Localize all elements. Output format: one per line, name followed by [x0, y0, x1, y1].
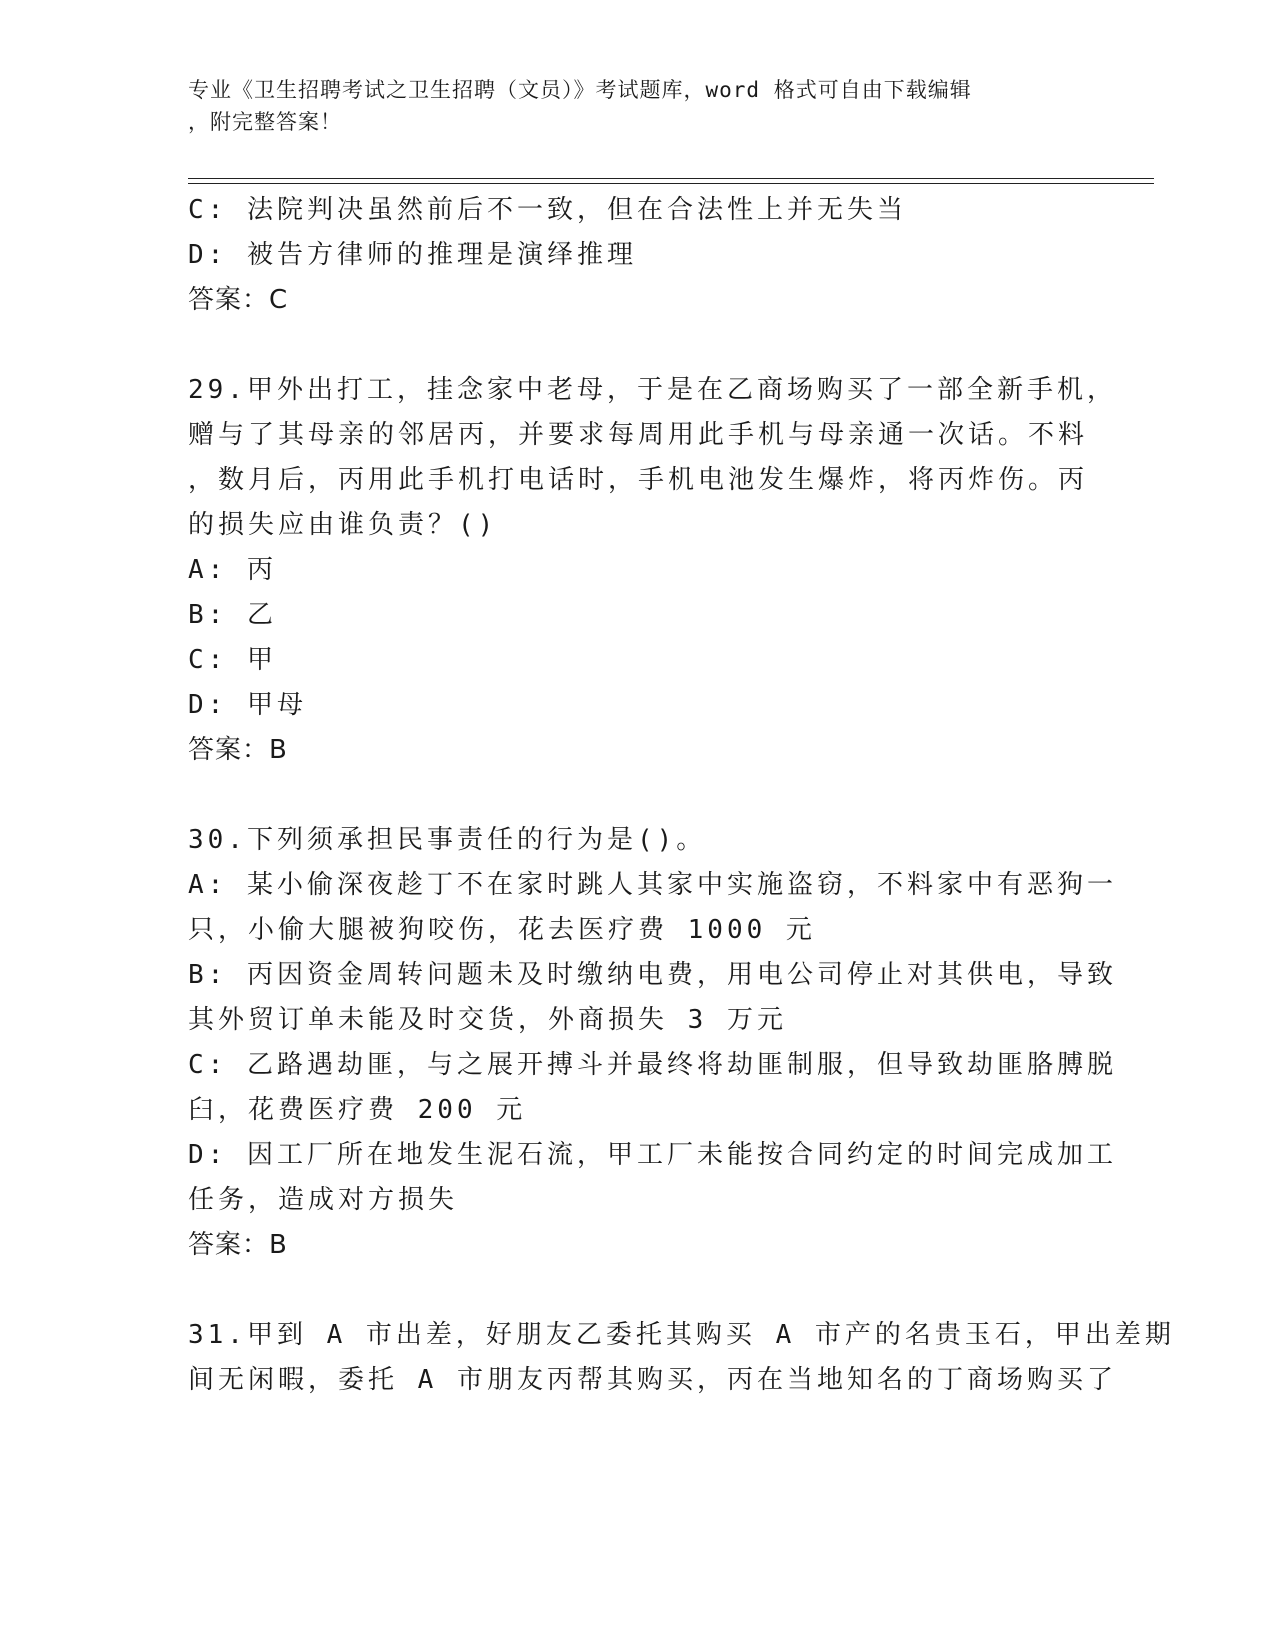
- spacer: [188, 1268, 1068, 1313]
- option-b: B: 丙因资金周转问题未及时缴纳电费，用电公司停止对其供电，导致: [188, 960, 1117, 990]
- question-28-tail: [188, 188, 1068, 323]
- spacer: [188, 323, 1068, 368]
- option-b: B: 乙: [188, 600, 277, 630]
- option-c: C: 乙路遇劫匪，与之展开搏斗并最终将劫匪制服，但导致劫匪胳膊脱: [188, 1050, 1117, 1080]
- question-text-line: ，数月后，丙用此手机打电话时，手机电池发生爆炸，将丙炸伤。丙: [188, 465, 1089, 495]
- question-29: [188, 368, 1117, 773]
- option-c: C: 甲: [188, 645, 277, 675]
- option-a-continued: 只，小偷大腿被狗咬伤，花去医疗费 1000 元: [188, 915, 816, 945]
- option-d-continued: 任务，造成对方损失: [188, 1185, 459, 1215]
- question-text-line: 间无闲暇，委托 A 市朋友丙帮其购买，丙在当地知名的丁商场购买了: [188, 1365, 1117, 1395]
- option-d: D: 甲母: [188, 690, 307, 720]
- question-30: [188, 818, 1117, 1268]
- header-rule-bottom: [188, 183, 1154, 184]
- header-line-1: 专业《卫生招聘考试之卫生招聘（文员）》考试题库，word 格式可自由下载编辑: [188, 78, 972, 102]
- option-a: A: 丙: [188, 555, 277, 585]
- document-body: [188, 188, 1175, 1403]
- option-c: C: 法院判决虽然前后不一致，但在合法性上并无失当: [188, 195, 907, 225]
- question-stem: 30.下列须承担民事责任的行为是()。: [188, 825, 707, 855]
- spacer: [188, 773, 1068, 818]
- answer-label: 答案：B: [188, 1230, 288, 1260]
- question-text-line: 29.甲外出打工，挂念家中老母，于是在乙商场购买了一部全新手机，: [188, 375, 1117, 405]
- option-c-continued: 臼，花费医疗费 200 元: [188, 1095, 527, 1125]
- option-d: D: 因工厂所在地发生泥石流，甲工厂未能按合同约定的时间完成加工: [188, 1140, 1117, 1170]
- question-31: [188, 1313, 1175, 1403]
- page-header: [188, 74, 1068, 138]
- option-d: D: 被告方律师的推理是演绎推理: [188, 240, 637, 270]
- question-text-line: 31.甲到 A 市出差，好朋友乙委托其购买 A 市产的名贵玉石，甲出差期: [188, 1320, 1175, 1350]
- question-text-line: 赠与了其母亲的邻居丙，并要求每周用此手机与母亲通一次话。不料: [188, 420, 1089, 450]
- answer-label: 答案：B: [188, 735, 288, 765]
- answer-label: 答案：C: [188, 285, 289, 315]
- question-text-line: 的损失应由谁负责？(): [188, 510, 498, 540]
- header-line-2: ，附完整答案！: [188, 110, 342, 134]
- header-rule-top: [188, 178, 1154, 179]
- option-a: A: 某小偷深夜趁丁不在家时跳人其家中实施盗窃，不料家中有恶狗一: [188, 870, 1117, 900]
- option-b-continued: 其外贸订单未能及时交货，外商损失 3 万元: [188, 1005, 787, 1035]
